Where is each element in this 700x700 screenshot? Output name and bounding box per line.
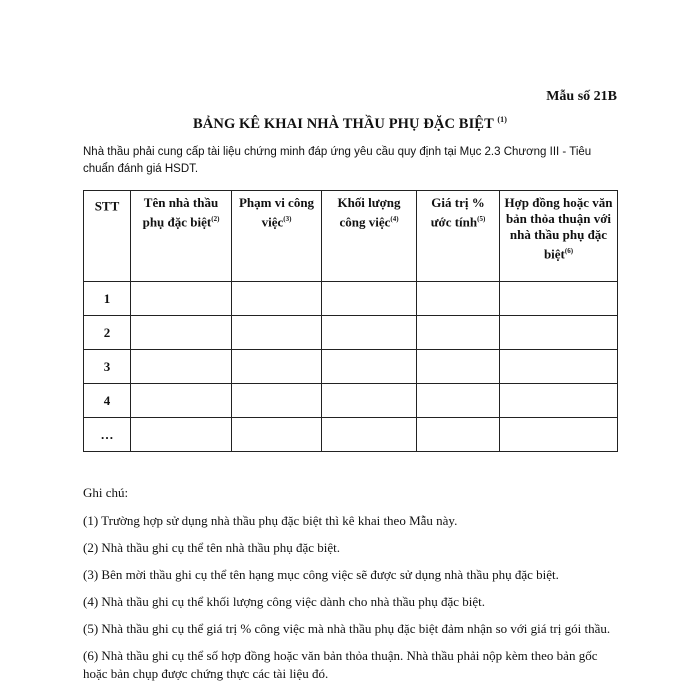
table-cell[interactable] [417, 418, 500, 452]
intro-paragraph: Nhà thầu phải cung cấp tài liệu chứng minh đáp ứng yêu cầu quy định tại Mục 2.3 Chương III - Tiêu chuẩn đánh giá HSDT. [83, 146, 592, 175]
table-cell[interactable] [417, 316, 500, 350]
column-header-stt: STT [84, 191, 131, 282]
table-cell[interactable] [417, 282, 500, 316]
table-cell[interactable] [131, 418, 232, 452]
table-cell[interactable] [131, 316, 232, 350]
column-header-subcontractor-name: Tên nhà thầu phụ đặc biệt$^{(2)}$ [131, 191, 232, 282]
table-header-row [84, 191, 618, 282]
table-cell[interactable] [322, 384, 417, 418]
table-cell[interactable] [232, 350, 322, 384]
title-footnote-marker: (1) [497, 115, 507, 124]
table-row [84, 418, 618, 452]
note-item: (2) Nhà thầu ghi cụ thể tên nhà thầu phụ đặc biệt. [83, 540, 341, 555]
table-cell[interactable] [131, 350, 232, 384]
table-cell[interactable] [500, 418, 618, 452]
column-header-contract: Hợp đồng hoặc văn bản thỏa thuận với nhà thầu phụ đặc biệt$^{(6)}$ [500, 191, 618, 282]
column-header-work-scope: Phạm vi công việc$^{(3)}$ [232, 191, 322, 282]
table-cell[interactable] [322, 418, 417, 452]
table-cell[interactable] [500, 282, 618, 316]
table-cell[interactable] [232, 418, 322, 452]
table-cell[interactable] [232, 282, 322, 316]
title-text: BẢNG KÊ KHAI NHÀ THẦU PHỤ ĐẶC BIỆT [193, 115, 494, 132]
table-cell[interactable] [131, 384, 232, 418]
form-number: Mẫu số 21B [546, 89, 617, 104]
table-cell[interactable] [500, 384, 618, 418]
table-row [84, 282, 618, 316]
table-cell[interactable] [417, 384, 500, 418]
table-row [84, 350, 618, 384]
row-number: 2 [84, 316, 131, 350]
notes-heading: Ghi chú: [83, 485, 129, 500]
table-cell[interactable] [131, 282, 232, 316]
note-item: (4) Nhà thầu ghi cụ thể khối lượng công việc dành cho nhà thầu phụ đặc biệt. [83, 594, 486, 609]
note-item: (5) Nhà thầu ghi cụ thể giá trị % công việc mà nhà thầu phụ đặc biệt đảm nhận so với giá trị gói thầu. [83, 621, 611, 636]
note-item: (3) Bên mời thầu ghi cụ thể tên hạng mục công việc sẽ được sử dụng nhà thầu phụ đặc biệt. [83, 567, 559, 582]
note-item: (6) Nhà thầu ghi cụ thể số hợp đồng hoặc văn bản thỏa thuận. Nhà thầu phải nộp kèm theo bản gốc hoặc bản chụp được chứng thực các tài liệu đó. [83, 648, 598, 681]
table-cell[interactable] [500, 316, 618, 350]
table-cell[interactable] [322, 350, 417, 384]
subcontractor-table [83, 190, 618, 452]
table-cell[interactable] [500, 350, 618, 384]
table-cell[interactable] [417, 350, 500, 384]
note-item: (1) Trường hợp sử dụng nhà thầu phụ đặc biệt thì kê khai theo Mẫu này. [83, 513, 458, 528]
document-title [0, 115, 700, 133]
table-cell[interactable] [232, 384, 322, 418]
row-number: 3 [84, 350, 131, 384]
column-header-work-volume: Khối lượng công việc$^{(4)}$ [322, 191, 417, 282]
table-cell[interactable] [322, 282, 417, 316]
table-cell[interactable] [232, 316, 322, 350]
row-number: 4 [84, 384, 131, 418]
table-row [84, 384, 618, 418]
notes-section [83, 484, 617, 692]
row-number: … [84, 418, 131, 452]
row-number: 1 [84, 282, 131, 316]
table-row [84, 316, 618, 350]
column-header-estimated-value: Giá trị % ước tính$^{(5)}$ [417, 191, 500, 282]
table-cell[interactable] [322, 316, 417, 350]
